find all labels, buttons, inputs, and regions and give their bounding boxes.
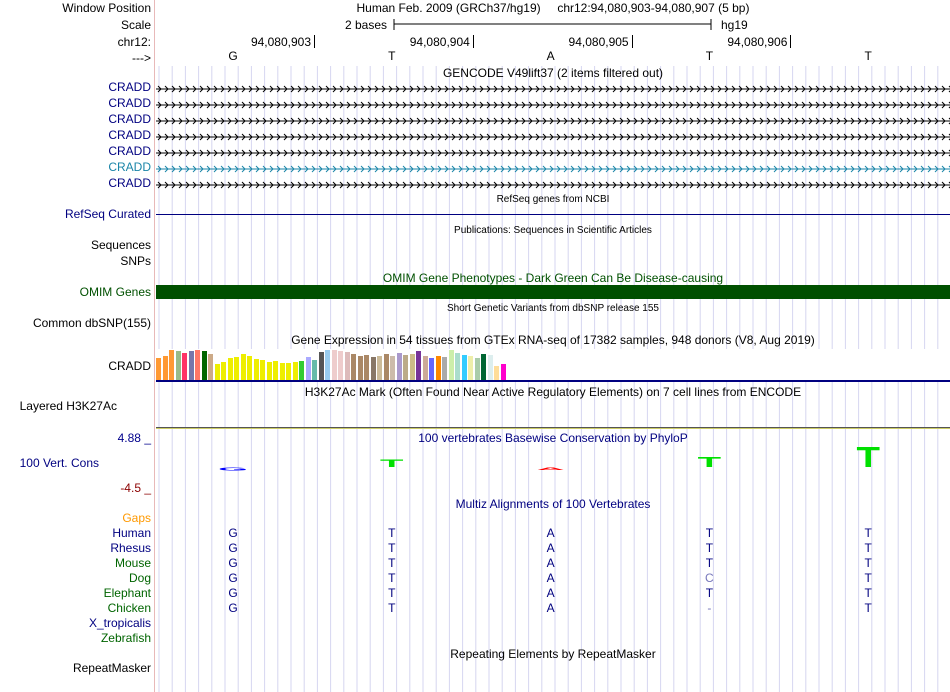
refseq-track-title: RefSeq genes from NCBI [496,194,610,205]
gtex-tissue-bar[interactable] [260,360,265,380]
chromosome-label[interactable]: chr12: [117,35,151,49]
refseq-gene-line[interactable] [156,214,950,215]
phylop-track-title: 100 vertebrates Basewise Conservation by PhyloP [418,431,688,445]
gtex-tissue-bar[interactable] [345,352,350,380]
layered-h3k27ac-label[interactable]: Layered H3K27Ac [19,399,117,413]
aligned-base: T [864,556,872,570]
vert-cons-label[interactable]: 100 Vert. Cons [19,456,99,470]
scale-bar-text: 2 bases [345,18,388,32]
h3k27ac-track-title: H3K27Ac Mark (Often Found Near Active Regulatory Elements) on 7 cell lines from ENCODE [304,385,802,399]
aligned-base: G [228,601,238,615]
gtex-tissue-bar[interactable] [429,358,434,380]
aligned-base: T [864,526,872,540]
aligned-base: G [228,586,238,600]
aligned-base: A [546,556,555,570]
aligned-base: T [705,541,714,555]
aligned-base: - [707,601,712,615]
phylop-letter: T [856,441,880,474]
sequence-base: G [228,49,238,63]
aligned-base: T [388,601,396,615]
gtex-tissue-bar[interactable] [384,354,389,380]
gencode-transcript [156,134,950,140]
sequences-label[interactable]: Sequences [90,238,151,252]
aligned-base: A [546,571,555,585]
gtex-tissue-bar[interactable] [423,356,428,380]
gencode-transcript-label[interactable]: CRADD [108,112,151,126]
aligned-base: G [228,571,238,585]
phylop-letter: A [536,466,565,471]
assembly-text: Human Feb. 2009 (GRCh37/hg19) [356,1,541,15]
gencode-transcript [156,182,950,188]
aligned-base: G [228,541,238,555]
sequence-base: T [388,49,396,63]
gencode-transcript [156,118,950,124]
omim-track-title: OMIM Gene Phenotypes - Dark Green Can Be Disease-causing [382,271,724,285]
phylop-min-label: -4.5 _ [120,481,151,495]
species-label[interactable]: Chicken [107,601,151,615]
scale-bar [156,0,950,40]
snps-label[interactable]: SNPs [120,254,151,268]
omim-genes-label[interactable]: OMIM Genes [79,285,151,299]
gtex-tissue-bar[interactable] [462,355,467,380]
gtex-tissue-bar[interactable] [488,355,493,380]
gtex-tissue-bar[interactable] [449,350,454,380]
gtex-gene-label[interactable]: CRADD [108,359,151,373]
aligned-base: T [705,526,714,540]
db-label: hg19 [721,18,748,32]
gtex-bargraph[interactable] [156,349,950,380]
ruler-tick-mark [632,35,633,48]
species-label[interactable]: X_tropicalis [88,616,151,630]
ruler-tick-label: 94,080,905 [568,35,629,49]
repeatmasker-label[interactable]: RepeatMasker [72,661,151,675]
gtex-tissue-bar[interactable] [163,356,168,380]
gtex-tissue-bar[interactable] [247,356,252,380]
gtex-tissue-bar[interactable] [286,363,291,380]
gtex-tissue-bar[interactable] [371,357,376,380]
species-label[interactable]: Human [112,526,151,540]
dbsnp-track-title: Short Genetic Variants from dbSNP release 155 [447,303,659,314]
aligned-base: G [228,556,238,570]
aligned-base: A [546,586,555,600]
gtex-tissue-bar[interactable] [221,362,226,380]
gtex-tissue-bar[interactable] [319,352,324,380]
gtex-tissue-bar[interactable] [169,350,174,380]
aligned-base: T [388,571,396,585]
omim-gene-bar[interactable] [156,285,950,299]
label-divider [154,0,155,692]
aligned-base: G [228,526,238,540]
ruler-tick-label: 94,080,903 [250,35,311,49]
gtex-tissue-bar[interactable] [442,357,447,380]
gtex-tissue-bar[interactable] [332,350,337,380]
gtex-tissue-bar[interactable] [351,354,356,380]
aligned-base: T [864,601,872,615]
gtex-tissue-bar[interactable] [195,350,200,380]
repeatmasker-track-title: Repeating Elements by RepeatMasker [450,647,656,661]
gtex-tissue-bar[interactable] [325,350,330,380]
ruler-tick-label: 94,080,906 [727,35,788,49]
aligned-base: T [864,571,872,585]
aligned-base: T [705,556,714,570]
ruler-tick-mark [790,35,791,48]
gtex-tissue-bar[interactable] [273,361,278,380]
gencode-transcript [156,102,950,108]
gtex-tissue-bar[interactable] [156,358,161,380]
aligned-base: A [546,541,555,555]
gtex-tissue-bar[interactable] [501,364,506,380]
aligned-base: T [388,586,396,600]
strand-arrow-label[interactable]: ---> [132,51,151,65]
position-text: chr12:94,080,903-94,080,907 (5 bp) [557,1,750,15]
window-position-label: Window Position [62,1,151,15]
phylop-max-label: 4.88 _ [117,431,151,445]
publications-track-title: Publications: Sequences in Scientific Articles [454,225,652,236]
gtex-tissue-bar[interactable] [306,357,311,380]
sequence-base: T [705,49,714,63]
aligned-base: T [388,541,396,555]
ruler-tick-mark [473,35,474,48]
gencode-transcript-label[interactable]: CRADD [108,144,151,158]
gtex-tissue-bar[interactable] [215,364,220,380]
gtex-tissue-bar[interactable] [176,351,181,380]
phylop-letter: T [697,454,722,471]
gtex-tissue-bar[interactable] [299,361,304,380]
gencode-transcripts[interactable] [156,78,950,198]
gtex-tissue-bar[interactable] [455,353,460,380]
gtex-tissue-bar[interactable] [436,356,441,380]
species-label[interactable]: Dog [128,571,151,585]
aligned-base: A [546,526,555,540]
gencode-track-title: GENCODE V49lift37 (2 items filtered out) [442,66,664,80]
gtex-tissue-bar[interactable] [182,353,187,380]
gencode-transcript-label[interactable]: CRADD [108,128,151,142]
gencode-transcript-label[interactable]: CRADD [108,160,151,174]
gtex-tissue-bar[interactable] [397,353,402,380]
gtex-baseline [156,380,950,382]
gtex-tissue-bar[interactable] [416,351,421,380]
gtex-tissue-bar[interactable] [390,356,395,380]
species-label[interactable]: Rhesus [110,541,151,555]
multiz-track-title: Multiz Alignments of 100 Vertebrates [455,497,651,511]
common-dbsnp-label[interactable]: Common dbSNP(155) [32,316,151,330]
gtex-tissue-bar[interactable] [377,356,382,380]
phylop-logo[interactable] [156,440,950,490]
species-label[interactable]: Zebrafish [100,631,151,645]
aligned-base: T [864,541,872,555]
gtex-tissue-bar[interactable] [293,362,298,380]
species-label[interactable]: Mouse [114,556,151,570]
phylop-letter: T [380,457,404,470]
gencode-transcript [156,150,950,156]
gtex-tissue-bar[interactable] [312,360,317,380]
ruler-tick-mark [314,35,315,48]
phylop-letter: G [218,466,248,472]
sequence-base: A [546,49,555,63]
gtex-tissue-bar[interactable] [494,366,499,380]
ruler-tick-label: 94,080,904 [409,35,470,49]
gtex-tissue-bar[interactable] [254,359,259,380]
sequence-base: T [864,49,872,63]
gencode-transcript [156,86,950,92]
species-label[interactable]: Elephant [103,586,151,600]
refseq-label[interactable]: RefSeq Curated [64,207,151,221]
gencode-transcript [156,166,950,172]
gtex-tissue-bar[interactable] [208,354,213,380]
gtex-tissue-bar[interactable] [468,356,473,380]
track-data-area[interactable] [156,0,950,692]
aligned-base: C [705,571,714,585]
gtex-tissue-bar[interactable] [202,351,207,380]
track-labels-column [0,0,153,692]
aligned-base: A [546,601,555,615]
gtex-tissue-bar[interactable] [481,354,486,380]
gencode-transcript-label[interactable]: CRADD [108,80,151,94]
gtex-track-title: Gene Expression in 54 tissues from GTEx RNA-seq of 17382 samples, 948 donors (V8, Aug 2019) [291,333,815,347]
aligned-base: T [864,586,872,600]
gtex-tissue-bar[interactable] [189,351,194,380]
gtex-tissue-bar[interactable] [358,356,363,380]
gtex-tissue-bar[interactable] [410,354,415,380]
gencode-transcript-label[interactable]: CRADD [108,96,151,110]
gtex-tissue-bar[interactable] [403,355,408,380]
gaps-label[interactable]: Gaps [122,511,151,525]
gencode-transcript-label[interactable]: CRADD [108,176,151,190]
aligned-base: T [388,526,396,540]
gtex-tissue-bar[interactable] [241,354,246,380]
gtex-tissue-bar[interactable] [234,357,239,380]
h3k27ac-signal [156,428,950,429]
gtex-tissue-bar[interactable] [338,351,343,380]
scale-label: Scale [120,18,151,32]
gtex-tissue-bar[interactable] [475,358,480,380]
gtex-tissue-bar[interactable] [364,355,369,380]
gtex-tissue-bar[interactable] [267,362,272,380]
gtex-tissue-bar[interactable] [228,358,233,380]
gtex-tissue-bar[interactable] [280,363,285,380]
aligned-base: T [388,556,396,570]
aligned-base: T [705,586,714,600]
